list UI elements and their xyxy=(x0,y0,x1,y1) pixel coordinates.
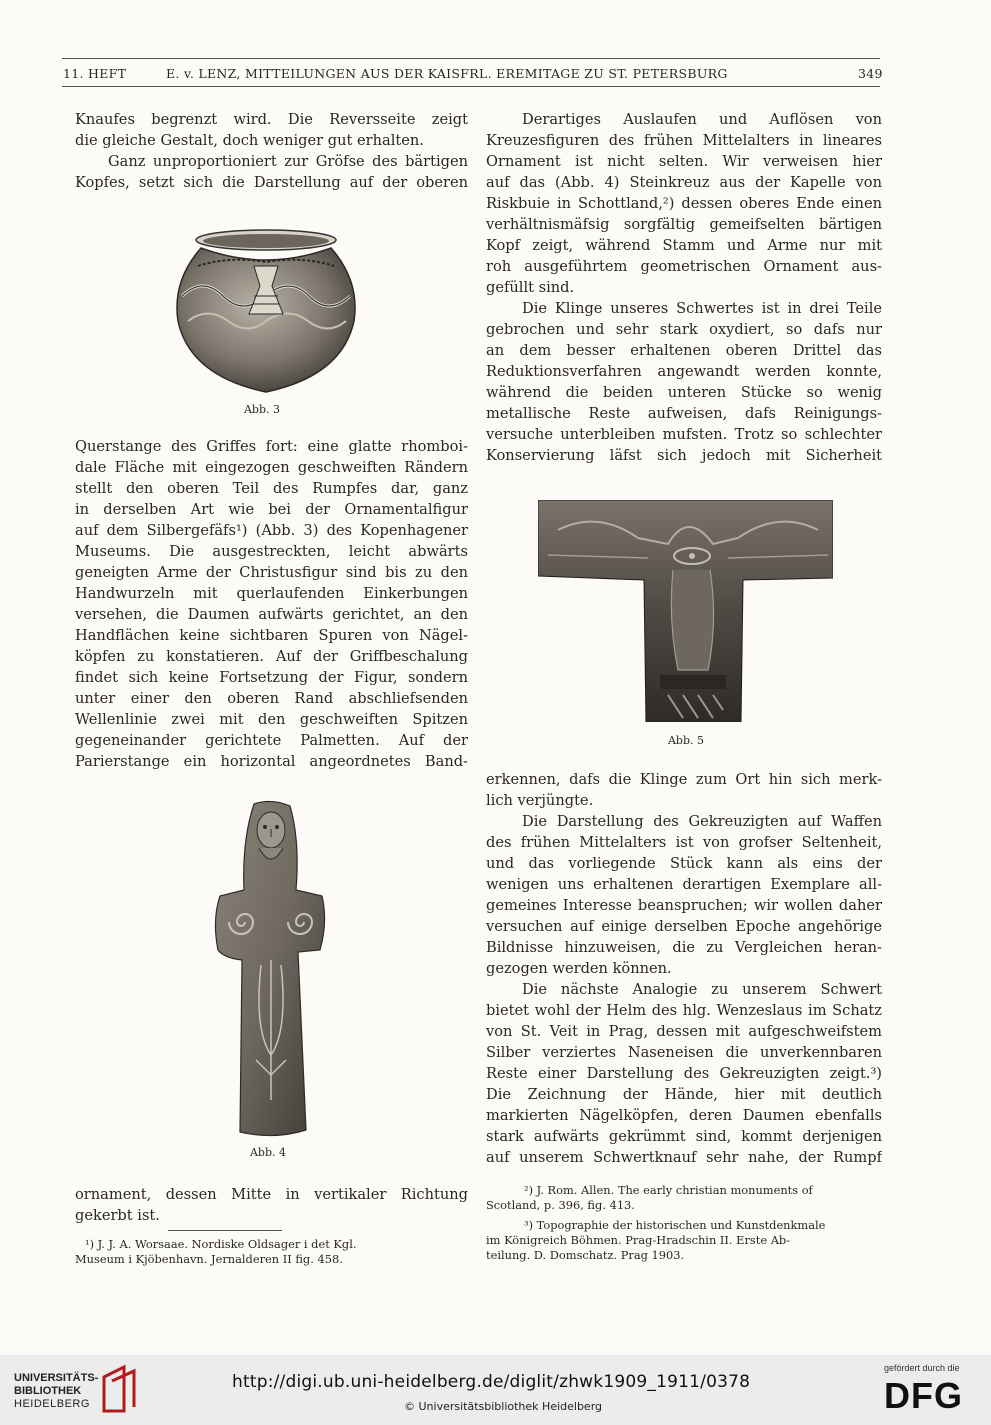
text-line: ornament, dessen Mitte in vertikaler Richtung xyxy=(75,1186,468,1203)
text-line: Derartiges Auslaufen und Auflösen von xyxy=(522,111,882,128)
text-line: geneigten Arme der Christusfigur sind bis zu den xyxy=(75,564,468,581)
footnote-line: ³) Topographie der historischen und Kunstdenkmale xyxy=(524,1218,826,1232)
text-line: Querstange des Griffes fort: eine glatte rhomboi- xyxy=(75,438,468,455)
footnote-line: ²) J. Rom. Allen. The early christian monuments of xyxy=(524,1183,813,1197)
text-line: markierten Nägelköpfen, deren Daumen ebenfalls xyxy=(486,1107,882,1124)
footnote-line: teilung. D. Domschatz. Prag 1903. xyxy=(486,1248,685,1262)
text-line: gezogen werden können. xyxy=(486,960,672,977)
text-line: gegeneinander gerichtete Palmetten. Auf der xyxy=(75,732,468,749)
footnote-line: im Königreich Böhmen. Prag-Hradschin II. Erste Ab- xyxy=(486,1233,791,1247)
text-line: die gleiche Gestalt, doch weniger gut erhalten. xyxy=(75,132,424,149)
text-line: Museums. Die ausgestreckten, leicht abwärts xyxy=(75,543,468,560)
text-line: in derselben Art wie bei der Ornamentalfigur xyxy=(75,501,468,518)
text-line: Wellenlinie zwei mit den geschweiften Spitzen xyxy=(75,711,468,728)
text-line: Die Zeichnung der Hände, hier mit deutlich xyxy=(486,1086,882,1103)
text-line: Die nächste Analogie zu unserem Schwert xyxy=(522,981,882,998)
footer-bar xyxy=(0,1355,991,1425)
text-line: gekerbt ist. xyxy=(75,1207,160,1224)
text-line: Handwurzeln mit querlaufenden Einkerbungen xyxy=(75,585,468,602)
library-name-line: BIBLIOTHEK xyxy=(14,1385,82,1397)
abb5-sword-hilt-figure xyxy=(538,500,833,722)
text-line: erkennen, dafs die Klinge zum Ort hin sich merk- xyxy=(486,771,882,788)
text-line: Die Darstellung des Gekreuzigten auf Waffen xyxy=(522,813,882,830)
text-line: auf unserem Schwertknauf sehr nahe, der Rumpf xyxy=(486,1149,882,1166)
text-line: Handflächen keine sichtbaren Spuren von Nägel- xyxy=(75,627,468,644)
footnote-line: ¹) J. J. A. Worsaae. Nordiske Oldsager i det Kgl. xyxy=(85,1237,357,1251)
footnote-2 xyxy=(486,1183,884,1213)
text-line: und das vorliegende Stück kann als eins der xyxy=(486,855,882,872)
text-line: auf dem Silbergefäfs¹) (Abb. 3) des Kopenhagener xyxy=(75,522,468,539)
text-line: köpfen zu konstatieren. Auf der Griffbeschalung xyxy=(75,648,468,665)
footnote-rule xyxy=(168,1230,282,1231)
text-line: während die beiden unteren Stücke so wenig xyxy=(486,384,882,401)
text-line: lich verjüngte. xyxy=(486,792,594,809)
text-line: findet sich keine Fortsetzung der Figur, sondern xyxy=(75,669,468,686)
text-line: versehen, die Daumen aufwärts gerichtet, an den xyxy=(75,606,468,623)
left-text-top xyxy=(75,109,468,193)
text-line: Bildnisse hinzuweisen, die zu Vergleichen heran- xyxy=(486,939,882,956)
page-number: 349 xyxy=(858,66,883,81)
text-line: an dem besser erhaltenen oberen Drittel das xyxy=(486,342,882,359)
library-name-line: HEIDELBERG xyxy=(14,1398,90,1410)
right-text-bottom xyxy=(486,769,882,1168)
abb5-caption: Abb. 5 xyxy=(667,734,705,747)
header-top-rule xyxy=(62,58,880,59)
text-line: roh ausgeführtem geometrischen Ornament aus- xyxy=(486,258,882,275)
text-line: wenigen uns erhaltenen derartigen Exemplare all- xyxy=(486,876,882,893)
text-line: stark aufwärts gekrümmt sind, kommt derjenigen xyxy=(486,1128,882,1145)
left-text-bottom xyxy=(75,1184,468,1226)
footnote-1 xyxy=(75,1237,475,1267)
text-line: metallische Reste aufweisen, dafs Reinigungs- xyxy=(486,405,882,422)
library-logo-text xyxy=(14,1372,98,1411)
abb3-vessel-figure xyxy=(168,226,364,398)
footnote-3 xyxy=(486,1218,884,1263)
library-logo-icon xyxy=(100,1363,140,1415)
text-line: Parierstange ein horizontal angeordnetes Band- xyxy=(75,753,468,770)
text-line: Konservierung läfst sich jedoch mit Sicherheit xyxy=(486,447,882,464)
permalink-url[interactable]: http://digi.ub.uni-heidelberg.de/diglit/zhwk1909_1911/0378 xyxy=(232,1372,751,1392)
running-title: E. v. LENZ, MITTEILUNGEN AUS DER KAISFRL. EREMITAGE ZU ST. PETERSBURG xyxy=(166,66,728,81)
abb4-stone-cross-figure xyxy=(214,800,328,1140)
text-line: des frühen Mittelalters ist von grofser Seltenheit, xyxy=(486,834,882,851)
footnote-line: Scotland, p. 396, fig. 413. xyxy=(486,1198,635,1212)
text-line: Knaufes begrenzt wird. Die Reversseite zeigt xyxy=(75,111,468,128)
abb3-caption: Abb. 3 xyxy=(243,403,281,416)
text-line: bietet wohl der Helm des hlg. Wenzeslaus im Schatz xyxy=(486,1002,882,1019)
copyright-text: © Universitätsbibliothek Heidelberg xyxy=(404,1400,603,1413)
text-line: verhältnismäfsig sorgfältig gemeifselten bärtigen xyxy=(486,216,882,233)
text-line: stellt den oberen Teil des Rumpfes dar, ganz xyxy=(75,480,468,497)
library-name-line: UNIVERSITÄTS- xyxy=(14,1372,99,1384)
text-line: unter einer den oberen Rand abschliefsenden xyxy=(75,690,468,707)
text-line: auf das (Abb. 4) Steinkreuz aus der Kapelle von xyxy=(486,174,882,191)
text-line: Die Klinge unseres Schwertes ist in drei Teile xyxy=(522,300,882,317)
text-line: von St. Veit in Prag, dessen mit aufgeschweifstem xyxy=(486,1023,882,1040)
text-line: Reste einer Darstellung des Gekreuzigten zeigt.³) xyxy=(486,1065,882,1082)
text-line: Kopf zeigt, während Stamm und Arme nur mit xyxy=(486,237,882,254)
issue-label: 11. HEFT xyxy=(63,66,127,81)
right-text-top xyxy=(486,109,882,466)
text-line: Ganz unproportioniert zur Gröfse des bärtigen xyxy=(108,153,468,170)
text-line: Reduktionsverfahren angewandt werden konnte, xyxy=(486,363,882,380)
dfg-logo: DFG xyxy=(884,1375,963,1416)
text-line: gemeines Interesse beanspruchen; wir wollen daher xyxy=(486,897,882,914)
left-text-middle xyxy=(75,436,468,772)
footnote-line: Museum i Kjöbenhavn. Jernalderen II fig. 458. xyxy=(75,1252,343,1266)
text-line: gebrochen und sehr stark oxydiert, so dafs nur xyxy=(486,321,882,338)
text-line: Kopfes, setzt sich die Darstellung auf der oberen xyxy=(75,174,468,191)
text-line: gefüllt sind. xyxy=(486,279,575,296)
header-bottom-rule xyxy=(62,86,880,87)
abb4-caption: Abb. 4 xyxy=(249,1146,287,1159)
text-line: versuchen auf einige derselben Epoche angehörige xyxy=(486,918,882,935)
text-line: dale Fläche mit eingezogen geschweiften Rändern xyxy=(75,459,468,476)
text-line: versuche unterbleiben mufsten. Trotz so schlechter xyxy=(486,426,882,443)
text-line: Riskbuie in Schottland,²) dessen oberes Ende einen xyxy=(486,195,882,212)
funding-note: gefördert durch die xyxy=(884,1363,960,1373)
text-line: Silber verziertes Naseneisen die unverkennbaren xyxy=(486,1044,882,1061)
text-line: Ornament ist nicht selten. Wir verweisen hier xyxy=(486,153,882,170)
text-line: Kreuzesfiguren des frühen Mittelalters in lineares xyxy=(486,132,882,149)
